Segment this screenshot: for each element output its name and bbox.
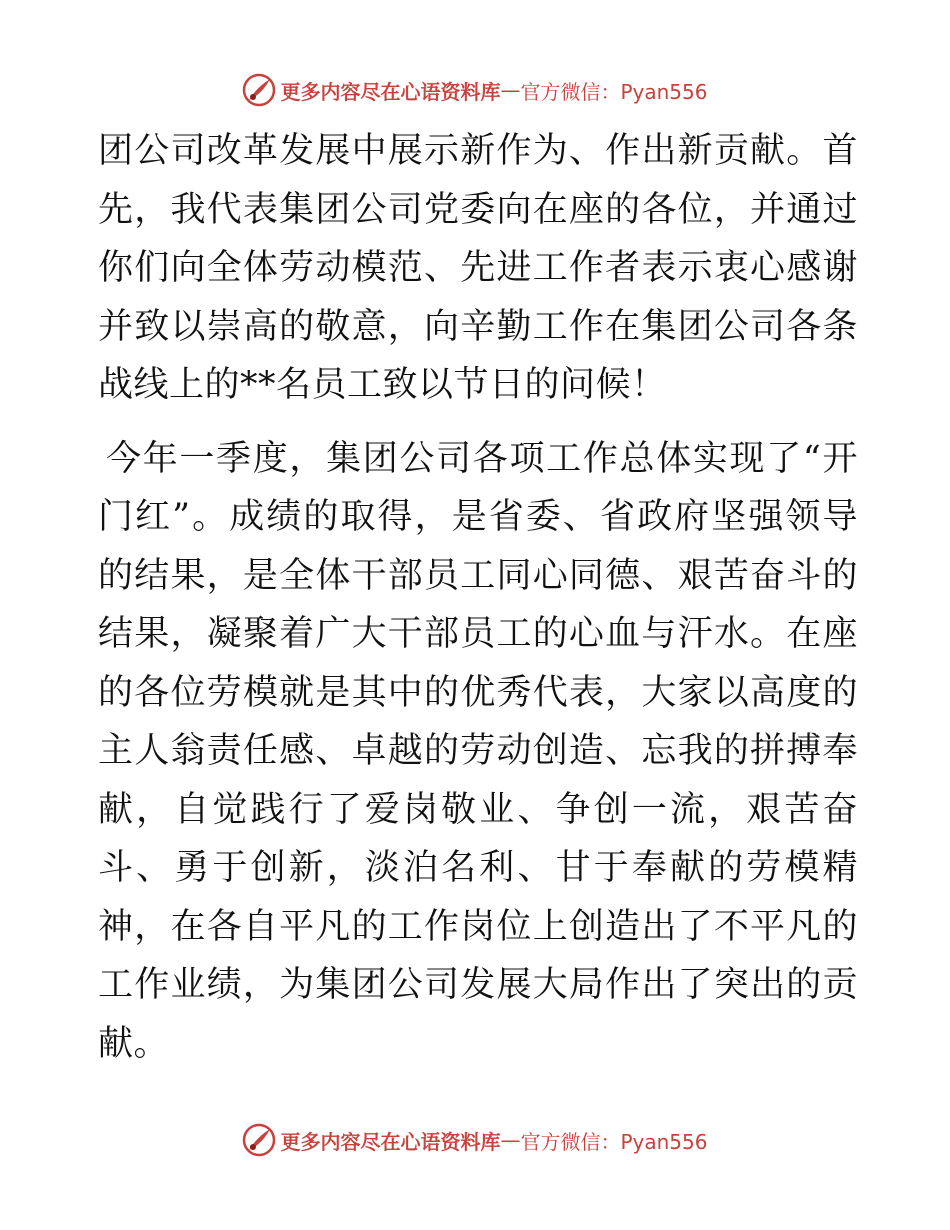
- quill-ink-logo-icon: [242, 73, 276, 107]
- footer-banner: [0, 1120, 950, 1160]
- wechat-contact: 官方微信：Pyan556: [520, 1129, 708, 1154]
- separator-dash: —: [500, 78, 521, 102]
- quill-ink-logo-icon: [242, 1123, 276, 1157]
- wechat-contact: 官方微信：Pyan556: [520, 79, 708, 104]
- separator-dash: —: [500, 1128, 521, 1152]
- paragraph-2: 今年一季度，集团公司各项工作总体实现了“开门红”。成绩的取得，是省委、省政府坚强领导的结果，是全体干部员工同心同德、艰苦奋斗的结果，凝聚着广大干部员工的心血与汗水。在座的各位劳模就是其中的优秀代表，大家以高度的主人翁责任感、卓越的劳动创造、忘我的拼搏奉献，自觉践行了爱岗敬业、争创一流，艰苦奋斗、勇于创新，淡泊名利、甘于奉献的劳模精神，在各自平凡的工作岗位上创造出了不平凡的工作业绩，为集团公司发展大局作出了突出的贡献。: [98, 438, 858, 1064]
- header-banner: [0, 70, 950, 110]
- brand-text: 更多内容尽在心语资料库: [280, 79, 501, 104]
- paragraph-1: 团公司改革发展中展示新作为、作出新贡献。首先，我代表集团公司党委向在座的各位，并通过你们向全体劳动模范、先进工作者表示衷心感谢并致以崇高的敬意，向辛勤工作在集团公司各条战线上的**名员工致以节日的问候！: [98, 131, 858, 405]
- document-body: [98, 122, 858, 1073]
- brand-text: 更多内容尽在心语资料库: [280, 1129, 501, 1154]
